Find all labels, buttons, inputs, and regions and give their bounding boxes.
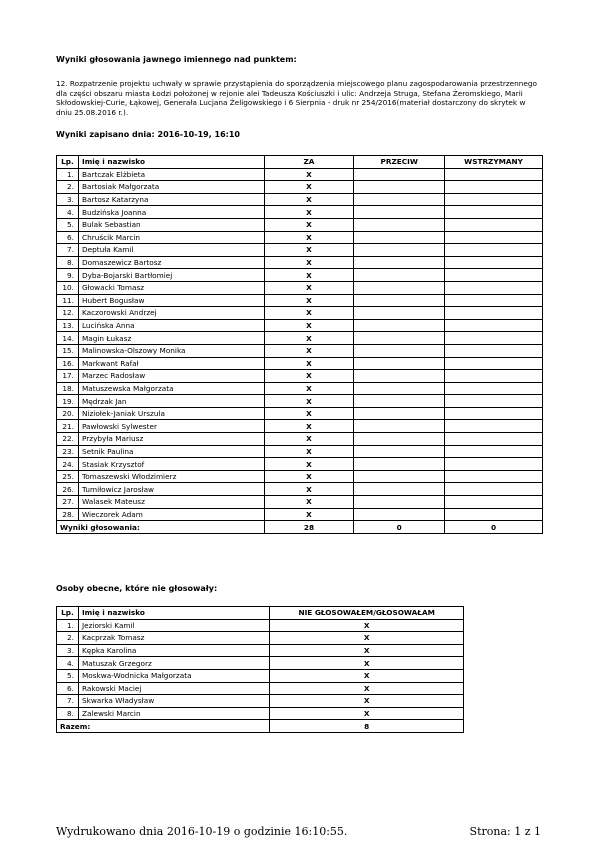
col-not-voted: NIE GŁOSOWAŁEM/GŁOSOWAŁAM bbox=[270, 607, 464, 620]
row-lp: 1. bbox=[57, 168, 79, 181]
table-row bbox=[57, 256, 543, 269]
row-name: Zalewski Marcin bbox=[78, 707, 269, 720]
row-za: X bbox=[264, 344, 354, 357]
table-row bbox=[57, 281, 543, 294]
row-przeciw bbox=[354, 294, 445, 307]
row-wstrzymany bbox=[445, 382, 543, 395]
row-name: Budzińska Joanna bbox=[78, 206, 264, 219]
row-za: X bbox=[264, 470, 354, 483]
row-lp: 18. bbox=[57, 382, 79, 395]
row-lp: 11. bbox=[57, 294, 79, 307]
row-wstrzymany bbox=[445, 181, 543, 194]
col-wstrzymany: WSTRZYMANY bbox=[445, 156, 543, 169]
row-name: Tumiłowicz Jarosław bbox=[78, 483, 264, 496]
row-name: Skwarka Władysław bbox=[78, 695, 269, 708]
row-lp: 21. bbox=[57, 420, 79, 433]
table-row bbox=[57, 218, 543, 231]
table-row bbox=[57, 707, 464, 720]
table-row bbox=[57, 395, 543, 408]
row-wstrzymany bbox=[445, 206, 543, 219]
page-heading: Wyniki głosowania jawnego imiennego nad punktem: bbox=[56, 55, 297, 64]
row-name: Hubert Bogusław bbox=[78, 294, 264, 307]
row-przeciw bbox=[354, 357, 445, 370]
row-wstrzymany bbox=[445, 370, 543, 383]
table-row bbox=[57, 344, 543, 357]
row-lp: 15. bbox=[57, 344, 79, 357]
row-wstrzymany bbox=[445, 269, 543, 282]
votes-summary-przeciw: 0 bbox=[354, 521, 445, 534]
table-row bbox=[57, 483, 543, 496]
row-za: X bbox=[264, 407, 354, 420]
row-przeciw bbox=[354, 370, 445, 383]
col-name: Imię i nazwisko bbox=[78, 156, 264, 169]
row-wstrzymany bbox=[445, 319, 543, 332]
table-row bbox=[57, 682, 464, 695]
table-row bbox=[57, 244, 543, 257]
row-przeciw bbox=[354, 470, 445, 483]
row-wstrzymany bbox=[445, 281, 543, 294]
table-row bbox=[57, 357, 543, 370]
row-lp: 24. bbox=[57, 458, 79, 471]
row-za: X bbox=[264, 458, 354, 471]
row-za: X bbox=[264, 218, 354, 231]
row-za: X bbox=[264, 483, 354, 496]
table-row bbox=[57, 206, 543, 219]
row-name: Bartosiak Małgorzata bbox=[78, 181, 264, 194]
table-row bbox=[57, 319, 543, 332]
row-za: X bbox=[264, 382, 354, 395]
row-lp: 17. bbox=[57, 370, 79, 383]
row-not-voted: X bbox=[270, 707, 464, 720]
col-lp: Lp. bbox=[57, 607, 79, 620]
printed-footer: Wydrukowano dnia 2016-10-19 o godzinie 16:10:55. bbox=[56, 825, 348, 838]
row-wstrzymany bbox=[445, 496, 543, 509]
row-lp: 2. bbox=[57, 181, 79, 194]
row-za: X bbox=[264, 420, 354, 433]
row-lp: 25. bbox=[57, 470, 79, 483]
row-za: X bbox=[264, 168, 354, 181]
row-lp: 19. bbox=[57, 395, 79, 408]
row-za: X bbox=[264, 206, 354, 219]
row-przeciw bbox=[354, 483, 445, 496]
row-za: X bbox=[264, 319, 354, 332]
row-wstrzymany bbox=[445, 433, 543, 446]
row-wstrzymany bbox=[445, 218, 543, 231]
row-za: X bbox=[264, 433, 354, 446]
row-name: Walasek Mateusz bbox=[78, 496, 264, 509]
row-name: Magin Łukasz bbox=[78, 332, 264, 345]
row-lp: 3. bbox=[57, 193, 79, 206]
table-row bbox=[57, 181, 543, 194]
row-not-voted: X bbox=[270, 695, 464, 708]
row-name: Marzec Radosław bbox=[78, 370, 264, 383]
votes-summary-za: 28 bbox=[264, 521, 354, 534]
row-lp: 8. bbox=[57, 707, 79, 720]
row-name: Matuszewska Małgorzata bbox=[78, 382, 264, 395]
row-przeciw bbox=[354, 433, 445, 446]
row-lp: 28. bbox=[57, 508, 79, 521]
row-name: Bartczak Elżbieta bbox=[78, 168, 264, 181]
row-wstrzymany bbox=[445, 332, 543, 345]
row-lp: 22. bbox=[57, 433, 79, 446]
row-lp: 9. bbox=[57, 269, 79, 282]
row-wstrzymany bbox=[445, 256, 543, 269]
table-row bbox=[57, 370, 543, 383]
row-name: Tomaszewski Włodzimierz bbox=[78, 470, 264, 483]
col-name: Imię i nazwisko bbox=[78, 607, 269, 620]
row-za: X bbox=[264, 370, 354, 383]
table-row bbox=[57, 433, 543, 446]
row-not-voted: X bbox=[270, 657, 464, 670]
row-przeciw bbox=[354, 244, 445, 257]
row-przeciw bbox=[354, 508, 445, 521]
row-name: Moskwa-Wodnicka Małgorzata bbox=[78, 669, 269, 682]
row-name: Chruścik Marcin bbox=[78, 231, 264, 244]
present-not-voting-title: Osoby obecne, które nie głosowały: bbox=[56, 584, 218, 593]
row-wstrzymany bbox=[445, 244, 543, 257]
row-lp: 7. bbox=[57, 695, 79, 708]
table-row bbox=[57, 231, 543, 244]
present-summary-label: Razem: bbox=[57, 720, 270, 733]
row-przeciw bbox=[354, 458, 445, 471]
row-przeciw bbox=[354, 319, 445, 332]
row-name: Pawłowski Sylwester bbox=[78, 420, 264, 433]
row-za: X bbox=[264, 496, 354, 509]
row-name: Malinowska-Olszowy Monika bbox=[78, 344, 264, 357]
row-name: Setnik Paulina bbox=[78, 445, 264, 458]
row-przeciw bbox=[354, 218, 445, 231]
row-name: Jeziorski Kamil bbox=[78, 619, 269, 632]
row-name: Lucińska Anna bbox=[78, 319, 264, 332]
table-row bbox=[57, 669, 464, 682]
table-row bbox=[57, 294, 543, 307]
table-row bbox=[57, 619, 464, 632]
row-wstrzymany bbox=[445, 168, 543, 181]
row-not-voted: X bbox=[270, 632, 464, 645]
table-row bbox=[57, 193, 543, 206]
table-row bbox=[57, 269, 543, 282]
row-wstrzymany bbox=[445, 470, 543, 483]
row-name: Mędrzak Jan bbox=[78, 395, 264, 408]
row-przeciw bbox=[354, 395, 445, 408]
row-wstrzymany bbox=[445, 458, 543, 471]
row-przeciw bbox=[354, 445, 445, 458]
row-wstrzymany bbox=[445, 407, 543, 420]
row-name: Głowacki Tomasz bbox=[78, 281, 264, 294]
row-za: X bbox=[264, 357, 354, 370]
row-name: Kępka Karolina bbox=[78, 644, 269, 657]
table-row bbox=[57, 168, 543, 181]
table-row bbox=[57, 445, 543, 458]
row-przeciw bbox=[354, 168, 445, 181]
row-wstrzymany bbox=[445, 395, 543, 408]
present-table-header bbox=[57, 607, 464, 620]
row-name: Deptuła Kamil bbox=[78, 244, 264, 257]
row-za: X bbox=[264, 193, 354, 206]
row-lp: 6. bbox=[57, 231, 79, 244]
row-przeciw bbox=[354, 407, 445, 420]
table-row bbox=[57, 508, 543, 521]
row-za: X bbox=[264, 244, 354, 257]
row-przeciw bbox=[354, 193, 445, 206]
row-lp: 13. bbox=[57, 319, 79, 332]
row-za: X bbox=[264, 508, 354, 521]
table-row bbox=[57, 332, 543, 345]
present-summary-value: 8 bbox=[270, 720, 464, 733]
table-row bbox=[57, 458, 543, 471]
row-name: Kaczorowski Andrzej bbox=[78, 307, 264, 320]
recorded-timestamp: Wyniki zapisano dnia: 2016-10-19, 16:10 bbox=[56, 130, 240, 139]
table-row bbox=[57, 644, 464, 657]
row-przeciw bbox=[354, 420, 445, 433]
table-row bbox=[57, 382, 543, 395]
row-lp: 8. bbox=[57, 256, 79, 269]
row-lp: 5. bbox=[57, 218, 79, 231]
row-lp: 2. bbox=[57, 632, 79, 645]
row-za: X bbox=[264, 332, 354, 345]
row-name: Stasiak Krzysztof bbox=[78, 458, 264, 471]
row-lp: 12. bbox=[57, 307, 79, 320]
present-summary-row bbox=[57, 720, 464, 733]
row-przeciw bbox=[354, 231, 445, 244]
votes-summary-wstrzymany: 0 bbox=[445, 521, 543, 534]
agenda-item-description: 12. Rozpatrzenie projektu uchwały w sprawie przystąpienia do sporządzenia miejscowego planu zagospodarowania przestrzennego dla części obszaru miasta Łodzi położonej w rejonie alei Tadeusza Kościuszki i ulic: Andrzeja Struga, Stefana Żeromskiego, Marii Skłodowskiej-Curie, Łąkowej, Generała Lucjana Żeligowskiego i 6 Sierpnia - druk nr 254/2016(materiał dostarczony do skrytek w dniu 25.08.2016 r.). bbox=[56, 79, 537, 117]
row-wstrzymany bbox=[445, 445, 543, 458]
page-number: Strona: 1 z 1 bbox=[469, 825, 541, 838]
row-name: Matuszak Grzegorz bbox=[78, 657, 269, 670]
row-lp: 16. bbox=[57, 357, 79, 370]
row-name: Niziołek-Janiak Urszula bbox=[78, 407, 264, 420]
col-za: ZA bbox=[264, 156, 354, 169]
row-lp: 7. bbox=[57, 244, 79, 257]
row-przeciw bbox=[354, 496, 445, 509]
row-lp: 5. bbox=[57, 669, 79, 682]
row-przeciw bbox=[354, 269, 445, 282]
table-row bbox=[57, 307, 543, 320]
row-przeciw bbox=[354, 382, 445, 395]
row-wstrzymany bbox=[445, 508, 543, 521]
table-row bbox=[57, 496, 543, 509]
row-przeciw bbox=[354, 307, 445, 320]
row-lp: 3. bbox=[57, 644, 79, 657]
row-name: Kacprzak Tomasz bbox=[78, 632, 269, 645]
row-lp: 27. bbox=[57, 496, 79, 509]
table-row bbox=[57, 420, 543, 433]
row-name: Dyba-Bojarski Bartłomiej bbox=[78, 269, 264, 282]
row-za: X bbox=[264, 445, 354, 458]
votes-table-header bbox=[57, 156, 543, 169]
row-lp: 1. bbox=[57, 619, 79, 632]
votes-summary-label: Wyniki głosowania: bbox=[57, 521, 265, 534]
row-wstrzymany bbox=[445, 193, 543, 206]
row-przeciw bbox=[354, 332, 445, 345]
row-lp: 4. bbox=[57, 206, 79, 219]
row-przeciw bbox=[354, 181, 445, 194]
row-za: X bbox=[264, 269, 354, 282]
row-przeciw bbox=[354, 206, 445, 219]
row-lp: 23. bbox=[57, 445, 79, 458]
row-lp: 26. bbox=[57, 483, 79, 496]
row-name: Wieczorek Adam bbox=[78, 508, 264, 521]
row-not-voted: X bbox=[270, 682, 464, 695]
row-lp: 10. bbox=[57, 281, 79, 294]
row-za: X bbox=[264, 395, 354, 408]
row-wstrzymany bbox=[445, 344, 543, 357]
row-wstrzymany bbox=[445, 231, 543, 244]
row-lp: 6. bbox=[57, 682, 79, 695]
row-lp: 20. bbox=[57, 407, 79, 420]
present-not-voting-table bbox=[56, 606, 464, 733]
row-wstrzymany bbox=[445, 357, 543, 370]
table-row bbox=[57, 695, 464, 708]
row-name: Markwant Rafał bbox=[78, 357, 264, 370]
row-name: Bartosz Katarzyna bbox=[78, 193, 264, 206]
row-za: X bbox=[264, 256, 354, 269]
row-za: X bbox=[264, 307, 354, 320]
row-lp: 4. bbox=[57, 657, 79, 670]
votes-table bbox=[56, 155, 543, 534]
row-wstrzymany bbox=[445, 483, 543, 496]
row-za: X bbox=[264, 294, 354, 307]
row-przeciw bbox=[354, 344, 445, 357]
table-row bbox=[57, 407, 543, 420]
votes-summary-row bbox=[57, 521, 543, 534]
row-przeciw bbox=[354, 281, 445, 294]
row-za: X bbox=[264, 281, 354, 294]
row-za: X bbox=[264, 181, 354, 194]
row-name: Domaszewicz Bartosz bbox=[78, 256, 264, 269]
row-name: Rakowski Maciej bbox=[78, 682, 269, 695]
row-not-voted: X bbox=[270, 644, 464, 657]
row-za: X bbox=[264, 231, 354, 244]
table-row bbox=[57, 657, 464, 670]
table-row bbox=[57, 632, 464, 645]
row-not-voted: X bbox=[270, 669, 464, 682]
row-name: Bulak Sebastian bbox=[78, 218, 264, 231]
table-row bbox=[57, 470, 543, 483]
row-wstrzymany bbox=[445, 420, 543, 433]
row-lp: 14. bbox=[57, 332, 79, 345]
row-wstrzymany bbox=[445, 307, 543, 320]
col-lp: Lp. bbox=[57, 156, 79, 169]
row-wstrzymany bbox=[445, 294, 543, 307]
col-przeciw: PRZECIW bbox=[354, 156, 445, 169]
row-name: Przybyła Mariusz bbox=[78, 433, 264, 446]
row-not-voted: X bbox=[270, 619, 464, 632]
row-przeciw bbox=[354, 256, 445, 269]
